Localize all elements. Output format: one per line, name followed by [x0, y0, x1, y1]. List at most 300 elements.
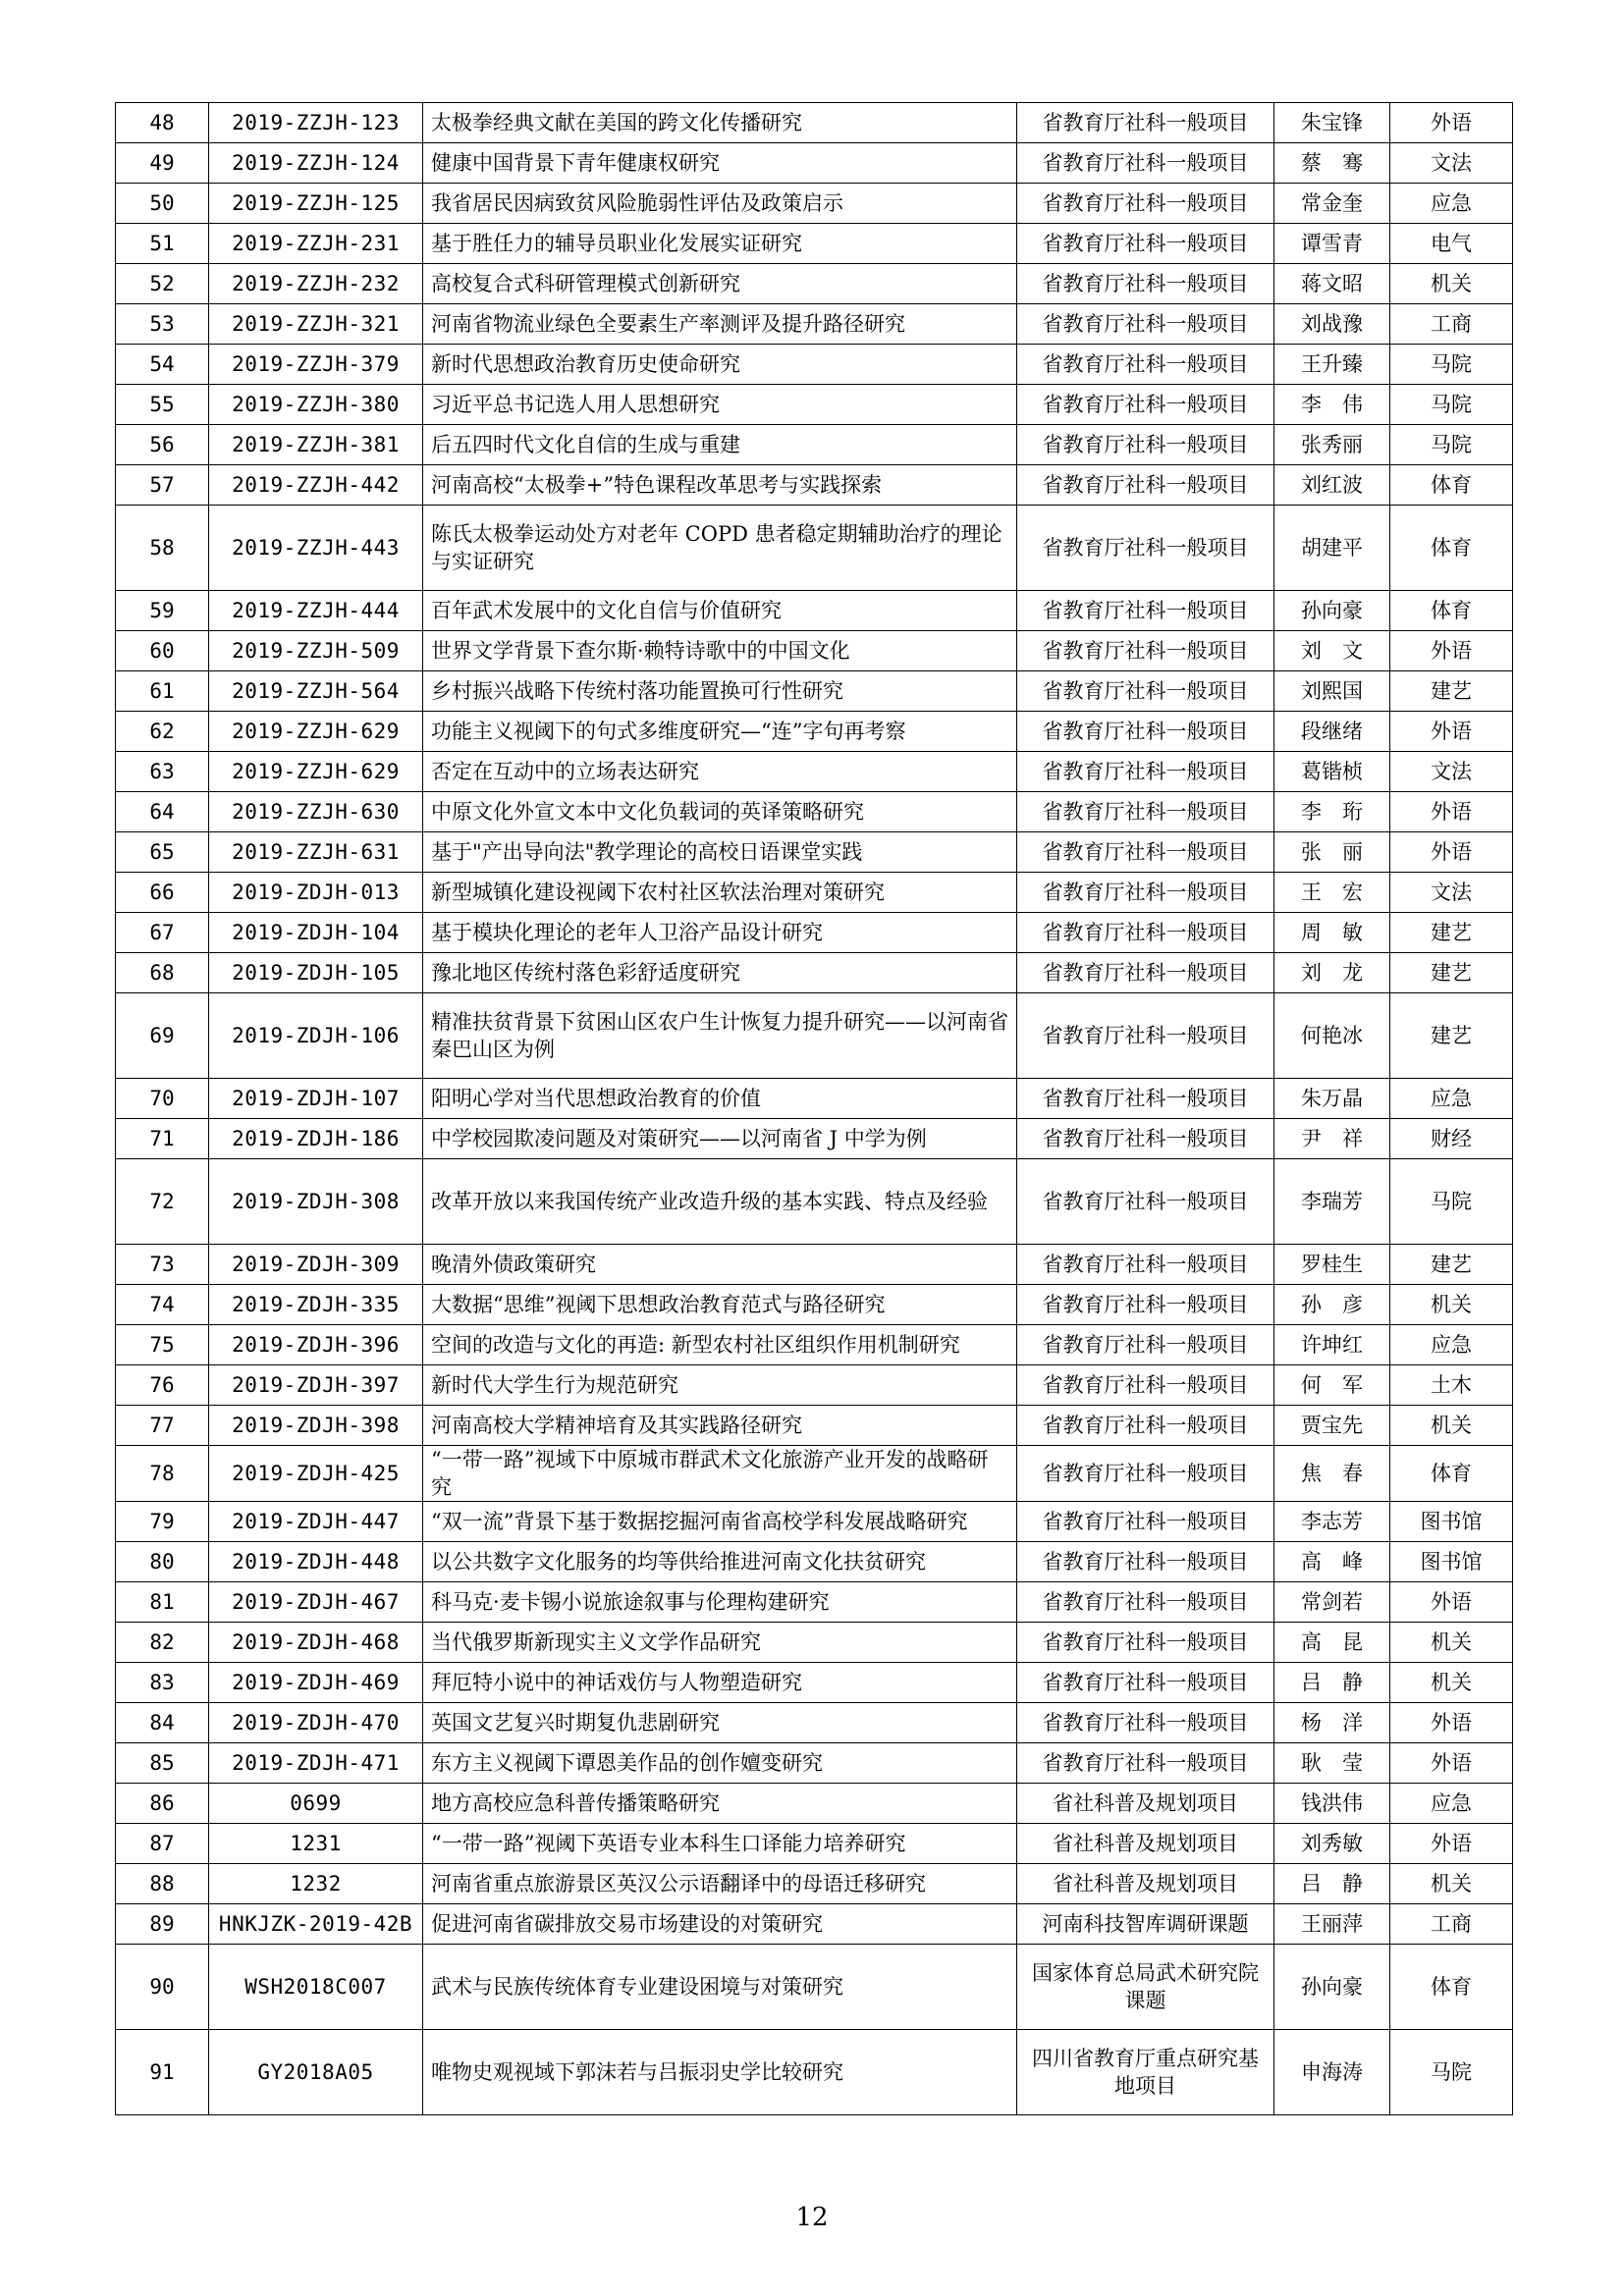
project-code-cell: 2019-ZDJH-105	[209, 953, 423, 993]
project-leader-cell: 何 军	[1274, 1365, 1390, 1406]
project-leader-cell: 王 宏	[1274, 873, 1390, 913]
project-code-cell: 2019-ZZJH-380	[209, 385, 423, 425]
department-cell: 建艺	[1390, 913, 1513, 953]
table-row	[116, 1079, 1513, 1119]
project-leader-cell: 胡建平	[1274, 506, 1390, 591]
row-number-cell: 68	[116, 953, 209, 993]
project-code-cell: 2019-ZDJH-309	[209, 1245, 423, 1285]
project-leader-cell: 蒋文昭	[1274, 264, 1390, 304]
project-code-cell: 2019-ZDJH-186	[209, 1119, 423, 1159]
table-row	[116, 792, 1513, 832]
table-row	[116, 1365, 1513, 1406]
project-title-cell: 空间的改造与文化的再造: 新型农村社区组织作用机制研究	[423, 1325, 1017, 1365]
project-type-cell: 省教育厅社科一般项目	[1017, 1119, 1274, 1159]
project-type-cell: 省教育厅社科一般项目	[1017, 264, 1274, 304]
project-type-cell: 省教育厅社科一般项目	[1017, 304, 1274, 345]
row-number-cell: 74	[116, 1285, 209, 1325]
table-row	[116, 1945, 1513, 2030]
project-code-cell: 2019-ZDJH-398	[209, 1406, 423, 1446]
project-leader-cell: 葛锴桢	[1274, 752, 1390, 792]
project-type-cell: 省教育厅社科一般项目	[1017, 591, 1274, 631]
department-cell: 应急	[1390, 1079, 1513, 1119]
table-row	[116, 264, 1513, 304]
project-leader-cell: 段继绪	[1274, 712, 1390, 752]
project-code-cell: 2019-ZDJH-471	[209, 1743, 423, 1784]
project-table-body	[116, 103, 1513, 2115]
project-leader-cell: 谭雪青	[1274, 224, 1390, 264]
project-title-cell: 以公共数字文化服务的均等供给推进河南文化扶贫研究	[423, 1542, 1017, 1582]
project-code-cell: 2019-ZDJH-468	[209, 1623, 423, 1663]
department-cell: 外语	[1390, 832, 1513, 873]
project-leader-cell: 孙向豪	[1274, 591, 1390, 631]
project-title-cell: 中原文化外宣文本中文化负载词的英译策略研究	[423, 792, 1017, 832]
row-number-cell: 61	[116, 671, 209, 712]
row-number-cell: 59	[116, 591, 209, 631]
project-title-cell: 新型城镇化建设视阈下农村社区软法治理对策研究	[423, 873, 1017, 913]
project-leader-cell: 焦 春	[1274, 1446, 1390, 1502]
project-leader-cell: 孙向豪	[1274, 1945, 1390, 2030]
project-leader-cell: 朱万晶	[1274, 1079, 1390, 1119]
project-code-cell: 2019-ZZJH-123	[209, 103, 423, 143]
department-cell: 建艺	[1390, 671, 1513, 712]
project-title-cell: 中学校园欺凌问题及对策研究——以河南省 J 中学为例	[423, 1119, 1017, 1159]
department-cell: 图书馆	[1390, 1502, 1513, 1542]
row-number-cell: 56	[116, 425, 209, 465]
project-code-cell: 1231	[209, 1824, 423, 1864]
project-title-cell: 豫北地区传统村落色彩舒适度研究	[423, 953, 1017, 993]
project-type-cell: 省教育厅社科一般项目	[1017, 873, 1274, 913]
project-type-cell: 省教育厅社科一般项目	[1017, 345, 1274, 385]
department-cell: 马院	[1390, 1159, 1513, 1245]
project-code-cell: 2019-ZDJH-448	[209, 1542, 423, 1582]
project-leader-cell: 刘秀敏	[1274, 1824, 1390, 1864]
department-cell: 马院	[1390, 2030, 1513, 2115]
department-cell: 体育	[1390, 506, 1513, 591]
project-title-cell: 改革开放以来我国传统产业改造升级的基本实践、特点及经验	[423, 1159, 1017, 1245]
table-row	[116, 1663, 1513, 1703]
project-code-cell: 2019-ZZJH-444	[209, 591, 423, 631]
table-row	[116, 1703, 1513, 1743]
table-row	[116, 143, 1513, 184]
project-code-cell: 2019-ZZJH-442	[209, 465, 423, 506]
department-cell: 体育	[1390, 591, 1513, 631]
project-title-cell: 当代俄罗斯新现实主义文学作品研究	[423, 1623, 1017, 1663]
project-leader-cell: 耿 莹	[1274, 1743, 1390, 1784]
table-row	[116, 1582, 1513, 1623]
department-cell: 应急	[1390, 184, 1513, 224]
project-leader-cell: 王丽萍	[1274, 1904, 1390, 1945]
project-code-cell: 2019-ZZJH-629	[209, 752, 423, 792]
project-code-cell: 2019-ZZJH-321	[209, 304, 423, 345]
project-title-cell: “双一流”背景下基于数据挖掘河南省高校学科发展战略研究	[423, 1502, 1017, 1542]
project-title-cell: 河南省物流业绿色全要素生产率测评及提升路径研究	[423, 304, 1017, 345]
project-title-cell: 精准扶贫背景下贫困山区农户生计恢复力提升研究——以河南省秦巴山区为例	[423, 993, 1017, 1079]
table-row	[116, 1623, 1513, 1663]
project-code-cell: 2019-ZDJH-013	[209, 873, 423, 913]
department-cell: 建艺	[1390, 953, 1513, 993]
table-row	[116, 1119, 1513, 1159]
table-row	[116, 712, 1513, 752]
project-title-cell: 基于胜任力的辅导员职业化发展实证研究	[423, 224, 1017, 264]
project-title-cell: 阳明心学对当代思想政治教育的价值	[423, 1079, 1017, 1119]
project-leader-cell: 刘红波	[1274, 465, 1390, 506]
table-row	[116, 103, 1513, 143]
project-title-cell: 促进河南省碳排放交易市场建设的对策研究	[423, 1904, 1017, 1945]
project-leader-cell: 蔡 骞	[1274, 143, 1390, 184]
project-leader-cell: 高 昆	[1274, 1623, 1390, 1663]
project-type-cell: 省教育厅社科一般项目	[1017, 184, 1274, 224]
project-leader-cell: 朱宝锋	[1274, 103, 1390, 143]
project-code-cell: 2019-ZZJH-231	[209, 224, 423, 264]
project-code-cell: 2019-ZZJH-631	[209, 832, 423, 873]
project-leader-cell: 贾宝先	[1274, 1406, 1390, 1446]
department-cell: 工商	[1390, 1904, 1513, 1945]
row-number-cell: 48	[116, 103, 209, 143]
project-code-cell: 2019-ZZJH-125	[209, 184, 423, 224]
project-code-cell: 2019-ZDJH-469	[209, 1663, 423, 1703]
project-leader-cell: 吕 静	[1274, 1864, 1390, 1904]
table-row	[116, 873, 1513, 913]
project-type-cell: 省教育厅社科一般项目	[1017, 1542, 1274, 1582]
project-leader-cell: 吕 静	[1274, 1663, 1390, 1703]
department-cell: 文法	[1390, 752, 1513, 792]
department-cell: 外语	[1390, 1582, 1513, 1623]
project-leader-cell: 刘 文	[1274, 631, 1390, 671]
project-title-cell: 武术与民族传统体育专业建设困境与对策研究	[423, 1945, 1017, 2030]
row-number-cell: 63	[116, 752, 209, 792]
project-title-cell: 百年武术发展中的文化自信与价值研究	[423, 591, 1017, 631]
row-number-cell: 58	[116, 506, 209, 591]
project-leader-cell: 常金奎	[1274, 184, 1390, 224]
project-title-cell: 功能主义视阈下的句式多维度研究—“连”字句再考察	[423, 712, 1017, 752]
project-leader-cell: 周 敏	[1274, 913, 1390, 953]
row-number-cell: 76	[116, 1365, 209, 1406]
project-code-cell: WSH2018C007	[209, 1945, 423, 2030]
row-number-cell: 81	[116, 1582, 209, 1623]
project-type-cell: 省教育厅社科一般项目	[1017, 1582, 1274, 1623]
table-row	[116, 224, 1513, 264]
row-number-cell: 86	[116, 1784, 209, 1824]
row-number-cell: 84	[116, 1703, 209, 1743]
project-type-cell: 省教育厅社科一般项目	[1017, 506, 1274, 591]
table-row	[116, 385, 1513, 425]
project-title-cell: “一带一路”视阈下英语专业本科生口译能力培养研究	[423, 1824, 1017, 1864]
project-code-cell: 1232	[209, 1864, 423, 1904]
project-title-cell: 健康中国背景下青年健康权研究	[423, 143, 1017, 184]
table-row	[116, 2030, 1513, 2115]
project-type-cell: 省教育厅社科一般项目	[1017, 1623, 1274, 1663]
project-table	[115, 102, 1513, 2115]
table-row	[116, 1904, 1513, 1945]
table-row	[116, 1159, 1513, 1245]
row-number-cell: 71	[116, 1119, 209, 1159]
project-title-cell: 新时代大学生行为规范研究	[423, 1365, 1017, 1406]
project-code-cell: 0699	[209, 1784, 423, 1824]
table-row	[116, 1325, 1513, 1365]
project-code-cell: 2019-ZDJH-470	[209, 1703, 423, 1743]
project-title-cell: 河南高校“太极拳+”特色课程改革思考与实践探索	[423, 465, 1017, 506]
table-row	[116, 1743, 1513, 1784]
row-number-cell: 87	[116, 1824, 209, 1864]
project-leader-cell: 高 峰	[1274, 1542, 1390, 1582]
table-row	[116, 1406, 1513, 1446]
project-code-cell: 2019-ZZJH-381	[209, 425, 423, 465]
department-cell: 应急	[1390, 1325, 1513, 1365]
project-leader-cell: 申海涛	[1274, 2030, 1390, 2115]
row-number-cell: 65	[116, 832, 209, 873]
project-type-cell: 省教育厅社科一般项目	[1017, 1703, 1274, 1743]
project-type-cell: 省教育厅社科一般项目	[1017, 1079, 1274, 1119]
row-number-cell: 53	[116, 304, 209, 345]
department-cell: 机关	[1390, 1864, 1513, 1904]
project-type-cell: 省教育厅社科一般项目	[1017, 143, 1274, 184]
row-number-cell: 51	[116, 224, 209, 264]
project-type-cell: 省教育厅社科一般项目	[1017, 1446, 1274, 1502]
project-type-cell: 河南科技智库调研课题	[1017, 1904, 1274, 1945]
table-row	[116, 993, 1513, 1079]
department-cell: 外语	[1390, 712, 1513, 752]
project-title-cell: 河南省重点旅游景区英汉公示语翻译中的母语迁移研究	[423, 1864, 1017, 1904]
project-code-cell: 2019-ZDJH-335	[209, 1285, 423, 1325]
row-number-cell: 55	[116, 385, 209, 425]
project-type-cell: 省社科普及规划项目	[1017, 1824, 1274, 1864]
department-cell: 外语	[1390, 1703, 1513, 1743]
row-number-cell: 57	[116, 465, 209, 506]
project-title-cell: 唯物史观视域下郭沫若与吕振羽史学比较研究	[423, 2030, 1017, 2115]
project-leader-cell: 王升臻	[1274, 345, 1390, 385]
project-code-cell: 2019-ZDJH-467	[209, 1582, 423, 1623]
project-title-cell: 太极拳经典文献在美国的跨文化传播研究	[423, 103, 1017, 143]
project-code-cell: HNKJZK-2019-42B	[209, 1904, 423, 1945]
project-type-cell: 省教育厅社科一般项目	[1017, 792, 1274, 832]
project-code-cell: 2019-ZDJH-396	[209, 1325, 423, 1365]
row-number-cell: 82	[116, 1623, 209, 1663]
department-cell: 外语	[1390, 792, 1513, 832]
table-row	[116, 1824, 1513, 1864]
department-cell: 马院	[1390, 345, 1513, 385]
project-title-cell: 东方主义视阈下谭恩美作品的创作嬗变研究	[423, 1743, 1017, 1784]
project-title-cell: 大数据“思维”视阈下思想政治教育范式与路径研究	[423, 1285, 1017, 1325]
row-number-cell: 69	[116, 993, 209, 1079]
department-cell: 应急	[1390, 1784, 1513, 1824]
table-row	[116, 1245, 1513, 1285]
project-title-cell: 陈氏太极拳运动处方对老年 COPD 患者稳定期辅助治疗的理论与实证研究	[423, 506, 1017, 591]
department-cell: 文法	[1390, 143, 1513, 184]
project-title-cell: 基于"产出导向法"教学理论的高校日语课堂实践	[423, 832, 1017, 873]
project-type-cell: 省教育厅社科一般项目	[1017, 671, 1274, 712]
department-cell: 外语	[1390, 631, 1513, 671]
project-leader-cell: 杨 洋	[1274, 1703, 1390, 1743]
project-leader-cell: 张秀丽	[1274, 425, 1390, 465]
table-row	[116, 304, 1513, 345]
project-type-cell: 省教育厅社科一般项目	[1017, 631, 1274, 671]
project-leader-cell: 刘战豫	[1274, 304, 1390, 345]
department-cell: 财经	[1390, 1119, 1513, 1159]
table-row	[116, 184, 1513, 224]
project-title-cell: 否定在互动中的立场表达研究	[423, 752, 1017, 792]
project-leader-cell: 常剑若	[1274, 1582, 1390, 1623]
project-code-cell: 2019-ZZJH-379	[209, 345, 423, 385]
project-type-cell: 国家体育总局武术研究院课题	[1017, 1945, 1274, 2030]
project-title-cell: 新时代思想政治教育历史使命研究	[423, 345, 1017, 385]
project-title-cell: 英国文艺复兴时期复仇悲剧研究	[423, 1703, 1017, 1743]
project-code-cell: 2019-ZDJH-397	[209, 1365, 423, 1406]
row-number-cell: 70	[116, 1079, 209, 1119]
project-type-cell: 省教育厅社科一般项目	[1017, 1285, 1274, 1325]
project-leader-cell: 李瑞芳	[1274, 1159, 1390, 1245]
project-title-cell: 高校复合式科研管理模式创新研究	[423, 264, 1017, 304]
project-title-cell: 地方高校应急科普传播策略研究	[423, 1784, 1017, 1824]
project-leader-cell: 孙 彦	[1274, 1285, 1390, 1325]
department-cell: 机关	[1390, 264, 1513, 304]
project-code-cell: 2019-ZDJH-308	[209, 1159, 423, 1245]
project-type-cell: 省社科普及规划项目	[1017, 1784, 1274, 1824]
department-cell: 土木	[1390, 1365, 1513, 1406]
table-row	[116, 631, 1513, 671]
project-type-cell: 省教育厅社科一般项目	[1017, 832, 1274, 873]
project-type-cell: 省教育厅社科一般项目	[1017, 1663, 1274, 1703]
table-row	[116, 1502, 1513, 1542]
project-code-cell: GY2018A05	[209, 2030, 423, 2115]
table-row	[116, 1542, 1513, 1582]
row-number-cell: 49	[116, 143, 209, 184]
row-number-cell: 60	[116, 631, 209, 671]
project-title-cell: 我省居民因病致贫风险脆弱性评估及政策启示	[423, 184, 1017, 224]
project-title-cell: 科马克·麦卡锡小说旅途叙事与伦理构建研究	[423, 1582, 1017, 1623]
project-title-cell: 习近平总书记选人用人思想研究	[423, 385, 1017, 425]
row-number-cell: 54	[116, 345, 209, 385]
department-cell: 外语	[1390, 103, 1513, 143]
table-row	[116, 1285, 1513, 1325]
project-type-cell: 省教育厅社科一般项目	[1017, 1245, 1274, 1285]
project-type-cell: 省教育厅社科一般项目	[1017, 1325, 1274, 1365]
department-cell: 建艺	[1390, 1245, 1513, 1285]
department-cell: 机关	[1390, 1623, 1513, 1663]
project-type-cell: 省教育厅社科一般项目	[1017, 712, 1274, 752]
department-cell: 图书馆	[1390, 1542, 1513, 1582]
project-title-cell: 河南高校大学精神培育及其实践路径研究	[423, 1406, 1017, 1446]
project-leader-cell: 罗桂生	[1274, 1245, 1390, 1285]
table-row	[116, 953, 1513, 993]
row-number-cell: 83	[116, 1663, 209, 1703]
project-type-cell: 四川省教育厅重点研究基地项目	[1017, 2030, 1274, 2115]
project-title-cell: “一带一路”视域下中原城市群武术文化旅游产业开发的战略研究	[423, 1446, 1017, 1502]
project-leader-cell: 许坤红	[1274, 1325, 1390, 1365]
department-cell: 马院	[1390, 385, 1513, 425]
department-cell: 外语	[1390, 1824, 1513, 1864]
project-title-cell: 拜厄特小说中的神话戏仿与人物塑造研究	[423, 1663, 1017, 1703]
department-cell: 体育	[1390, 1945, 1513, 2030]
row-number-cell: 72	[116, 1159, 209, 1245]
table-row	[116, 345, 1513, 385]
project-code-cell: 2019-ZZJH-509	[209, 631, 423, 671]
row-number-cell: 75	[116, 1325, 209, 1365]
project-code-cell: 2019-ZDJH-104	[209, 913, 423, 953]
project-type-cell: 省教育厅社科一般项目	[1017, 385, 1274, 425]
project-type-cell: 省社科普及规划项目	[1017, 1864, 1274, 1904]
project-type-cell: 省教育厅社科一般项目	[1017, 913, 1274, 953]
department-cell: 文法	[1390, 873, 1513, 913]
project-title-cell: 基于模块化理论的老年人卫浴产品设计研究	[423, 913, 1017, 953]
project-title-cell: 世界文学背景下查尔斯·赖特诗歌中的中国文化	[423, 631, 1017, 671]
row-number-cell: 78	[116, 1446, 209, 1502]
project-code-cell: 2019-ZZJH-124	[209, 143, 423, 184]
row-number-cell: 91	[116, 2030, 209, 2115]
table-row	[116, 591, 1513, 631]
project-leader-cell: 李 伟	[1274, 385, 1390, 425]
row-number-cell: 52	[116, 264, 209, 304]
row-number-cell: 79	[116, 1502, 209, 1542]
project-leader-cell: 李志芳	[1274, 1502, 1390, 1542]
row-number-cell: 64	[116, 792, 209, 832]
table-row	[116, 832, 1513, 873]
row-number-cell: 77	[116, 1406, 209, 1446]
project-type-cell: 省教育厅社科一般项目	[1017, 1406, 1274, 1446]
project-leader-cell: 钱洪伟	[1274, 1784, 1390, 1824]
row-number-cell: 89	[116, 1904, 209, 1945]
table-row	[116, 465, 1513, 506]
project-code-cell: 2019-ZDJH-106	[209, 993, 423, 1079]
project-type-cell: 省教育厅社科一般项目	[1017, 953, 1274, 993]
department-cell: 机关	[1390, 1285, 1513, 1325]
department-cell: 体育	[1390, 1446, 1513, 1502]
row-number-cell: 90	[116, 1945, 209, 2030]
table-row	[116, 425, 1513, 465]
row-number-cell: 67	[116, 913, 209, 953]
table-row	[116, 913, 1513, 953]
project-code-cell: 2019-ZDJH-447	[209, 1502, 423, 1542]
row-number-cell: 66	[116, 873, 209, 913]
department-cell: 体育	[1390, 465, 1513, 506]
department-cell: 机关	[1390, 1406, 1513, 1446]
page-number: 12	[795, 2203, 829, 2232]
table-row	[116, 752, 1513, 792]
project-code-cell: 2019-ZZJH-232	[209, 264, 423, 304]
department-cell: 工商	[1390, 304, 1513, 345]
row-number-cell: 80	[116, 1542, 209, 1582]
project-code-cell: 2019-ZDJH-107	[209, 1079, 423, 1119]
department-cell: 机关	[1390, 1663, 1513, 1703]
project-code-cell: 2019-ZZJH-443	[209, 506, 423, 591]
project-leader-cell: 张 丽	[1274, 832, 1390, 873]
project-leader-cell: 刘熙国	[1274, 671, 1390, 712]
table-row	[116, 1864, 1513, 1904]
project-type-cell: 省教育厅社科一般项目	[1017, 1365, 1274, 1406]
project-type-cell: 省教育厅社科一般项目	[1017, 465, 1274, 506]
table-row	[116, 671, 1513, 712]
project-code-cell: 2019-ZZJH-564	[209, 671, 423, 712]
project-leader-cell: 尹 祥	[1274, 1119, 1390, 1159]
project-leader-cell: 李 珩	[1274, 792, 1390, 832]
table-row	[116, 506, 1513, 591]
row-number-cell: 62	[116, 712, 209, 752]
project-title-cell: 后五四时代文化自信的生成与重建	[423, 425, 1017, 465]
project-title-cell: 晚清外债政策研究	[423, 1245, 1017, 1285]
department-cell: 建艺	[1390, 993, 1513, 1079]
project-type-cell: 省教育厅社科一般项目	[1017, 1743, 1274, 1784]
department-cell: 外语	[1390, 1743, 1513, 1784]
row-number-cell: 73	[116, 1245, 209, 1285]
row-number-cell: 88	[116, 1864, 209, 1904]
row-number-cell: 85	[116, 1743, 209, 1784]
project-code-cell: 2019-ZDJH-425	[209, 1446, 423, 1502]
department-cell: 电气	[1390, 224, 1513, 264]
project-leader-cell: 何艳冰	[1274, 993, 1390, 1079]
table-row	[116, 1784, 1513, 1824]
row-number-cell: 50	[116, 184, 209, 224]
project-type-cell: 省教育厅社科一般项目	[1017, 224, 1274, 264]
project-type-cell: 省教育厅社科一般项目	[1017, 425, 1274, 465]
